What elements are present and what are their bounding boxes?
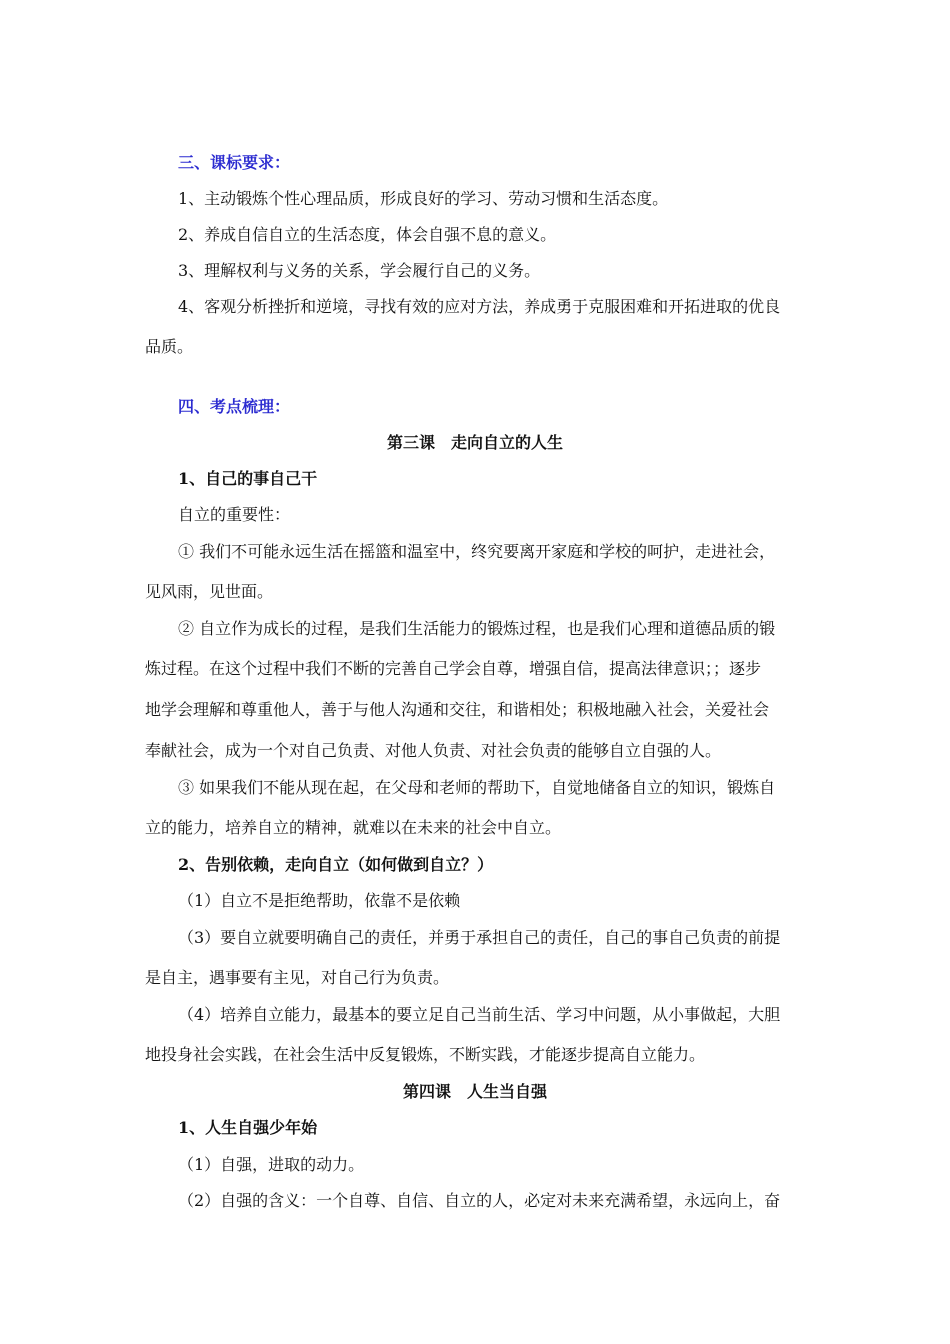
lesson-title: 第三课 走向自立的人生 — [386, 433, 563, 452]
lesson-title: 第四课 人生当自强 — [402, 1082, 547, 1101]
